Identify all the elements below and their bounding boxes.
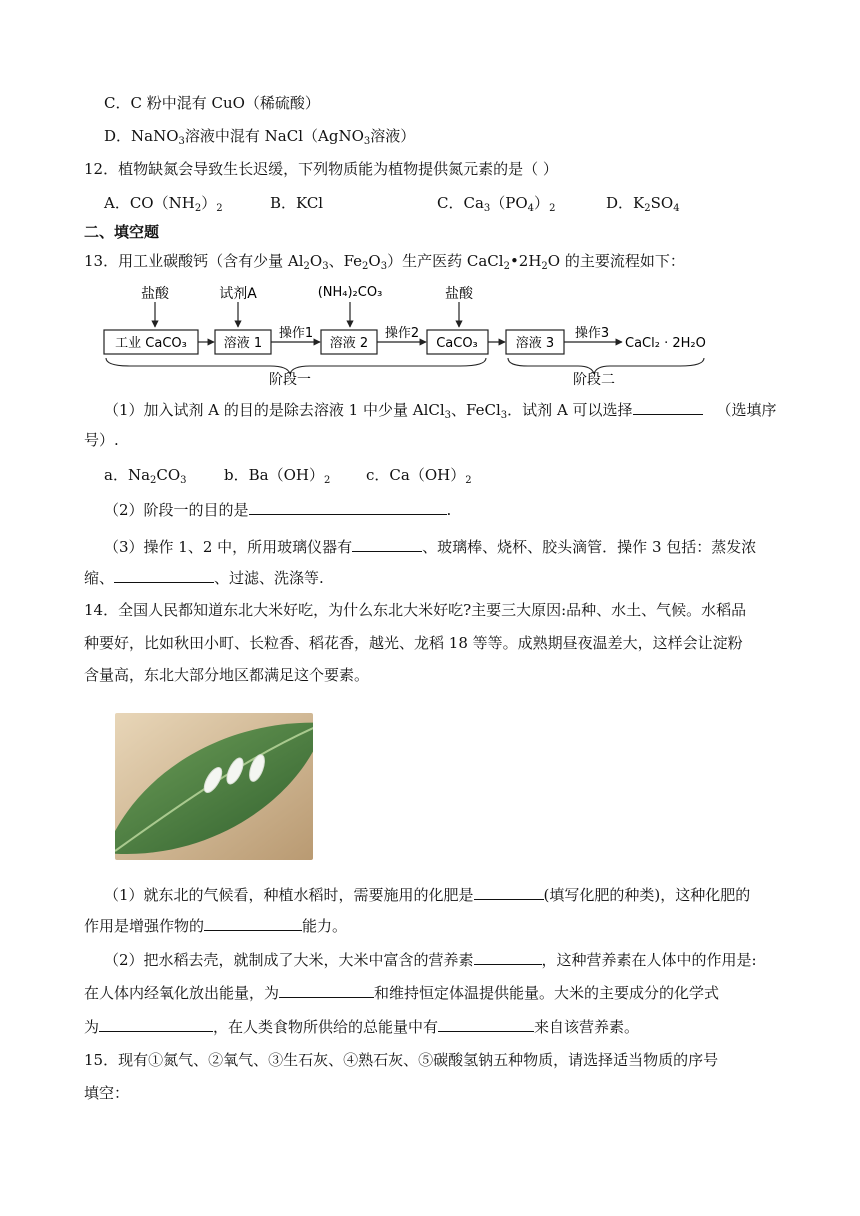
flow-box-2-label: 溶液 1 (223, 336, 263, 351)
answer-blank[interactable] (474, 948, 542, 965)
q13-option-b: b．$Ba(OH)_2$ (224, 466, 331, 486)
answer-blank[interactable] (204, 914, 302, 931)
q12-option-b: B．KCl (270, 194, 324, 212)
option-c-line: C．C 粉中混有 CuO（稀硫酸） (104, 94, 320, 112)
question-14-line-3: 含量高，东北大部分地区都满足这个要素。 (84, 666, 370, 684)
answer-blank[interactable] (438, 1015, 534, 1032)
stage-one-label: 阶段一 (269, 372, 311, 388)
q13-part-1: （1）加入试剂 A 的目的是除去溶液 1 中少量 AlCl$_3$、FeCl$_3$．试剂 A 可以选择 （选填序 (104, 398, 777, 420)
q13-option-a: a．$Na_2CO_3$ (104, 466, 187, 486)
q13-part-1-cont: 号）. (84, 431, 119, 449)
answer-blank[interactable] (279, 981, 374, 998)
question-14-line-1: 14．全国人民都知道东北大米好吃，为什么东北大米好吃?主要三大原因:品种、水土、气候。水稻品 (84, 601, 747, 619)
question-14-line-2: 种要好，比如秋田小町、长粒香、稻花香，越光、龙稻 18 等等。成熟期昼夜温差大，这样会让淀粉 (84, 634, 743, 652)
flow-op-2: 操作2 (384, 326, 420, 341)
section-heading: 二、填空题 (84, 223, 160, 241)
answer-blank[interactable] (99, 1015, 213, 1032)
flow-label-hcl-2: 盐酸 (445, 286, 473, 302)
flow-op-3: 操作3 (574, 326, 610, 341)
q12-option-d: D．$K_2SO_4$ (606, 194, 680, 214)
answer-blank[interactable] (114, 566, 214, 583)
question-15-line-1: 15．现有①氮气、②氧气、③生石灰、④熟石灰、⑤碳酸氢钠五种物质，请选择适当物质的序号 (84, 1051, 719, 1069)
q12-option-c: C．$Ca_3(PO_4)_2$ (437, 194, 556, 214)
flow-box-5-label: 溶液 3 (515, 336, 555, 351)
q14-part-2-cont2: 为 ，在人类食物所供给的总能量中有 来自该营养素。 (84, 1015, 639, 1037)
q14-part-2: （2）把水稻去壳，就制成了大米，大米中富含的营养素 ，这种营养素在人体中的作用是: (104, 948, 757, 970)
flow-product: CaCl₂ · 2H₂O (625, 336, 706, 351)
q13-option-c: c．$Ca(OH)_2$ (366, 466, 472, 486)
rice-on-leaf-photo (115, 713, 313, 860)
q13-part-2: （2）阶段一的目的是 . (104, 498, 451, 520)
option-d-line: D．NaNO$_3$溶液中混有 NaCl（AgNO$_3$溶液） (104, 127, 416, 147)
answer-blank[interactable] (352, 535, 422, 552)
answer-blank[interactable] (633, 398, 703, 415)
answer-blank[interactable] (474, 883, 544, 900)
question-13: 13．用工业碳酸钙（含有少量 $Al_2O_3$、$Fe_2O_3$）生产医药 $CaCl_2•2H_2O$ 的主要流程如下： (84, 252, 685, 272)
q14-part-1-cont: 作用是增强作物的 能力。 (84, 914, 347, 936)
answer-blank[interactable] (249, 498, 447, 515)
flow-op-1: 操作1 (278, 326, 314, 341)
flow-label-hcl-1: 盐酸 (141, 286, 169, 302)
flow-box-3-label: 溶液 2 (329, 336, 369, 351)
q12-option-a: A．$CO(NH_2)_2$ (104, 194, 223, 214)
flow-box-1-label: 工业 CaCO₃ (115, 336, 187, 351)
flow-label-ammonium-carbonate: (NH₄)₂CO₃ (317, 285, 383, 300)
process-flow-diagram (100, 280, 710, 388)
q14-part-2-cont: 在人体内经氧化放出能量，为 和维持恒定体温提供能量。大米的主要成分的化学式 (84, 981, 719, 1003)
flow-box-4-label: CaCO₃ (436, 336, 478, 351)
q13-part-3: （3）操作 1、2 中，所用玻璃仪器有 、玻璃棒、烧杯、胶头滴管．操作 3 包括：蒸发浓 (104, 535, 756, 557)
q13-part-3-cont: 缩、 、过滤、洗涤等. (84, 566, 324, 588)
question-12: 12．植物缺氮会导致生长迟缓，下列物质能为植物提供氮元素的是（ ） (84, 160, 558, 178)
flow-label-reagent-a: 试剂A (219, 286, 257, 302)
q14-part-1: （1）就东北的气候看，种植水稻时，需要施用的化肥是 (填写化肥的种类)，这种化肥的 (104, 883, 750, 905)
question-15-line-2: 填空： (84, 1084, 130, 1102)
stage-two-label: 阶段二 (573, 372, 615, 388)
